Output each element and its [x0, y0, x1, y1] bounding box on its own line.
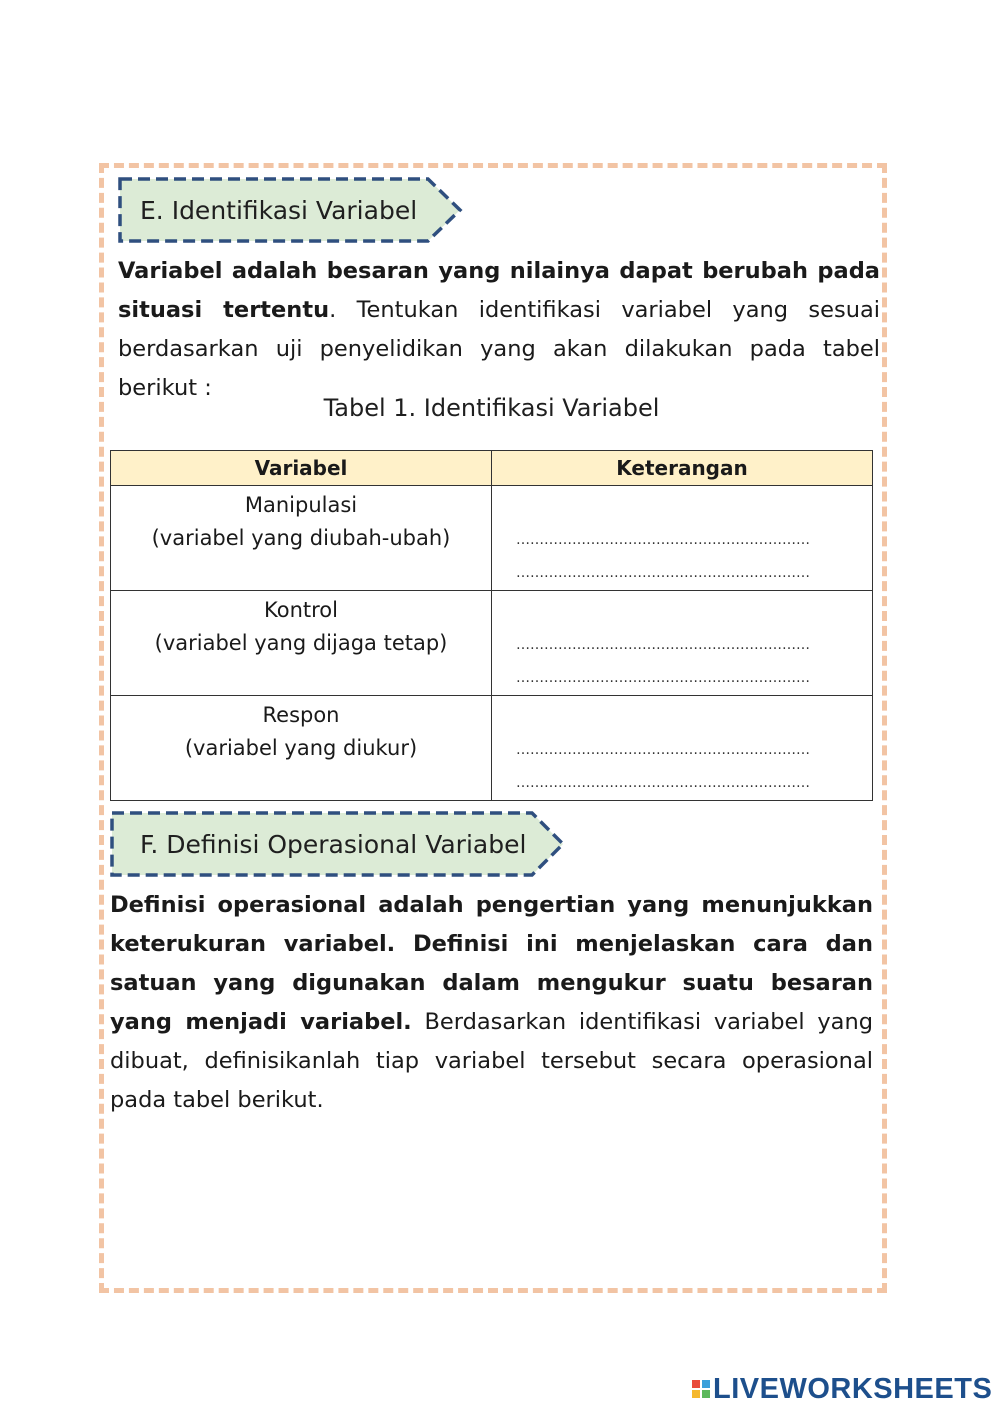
- table-caption: Tabel 1. Identifikasi Variabel: [323, 394, 660, 422]
- variable-cell: [111, 696, 492, 801]
- answer-cell[interactable]: [492, 486, 873, 591]
- section-f-intro-bold: Definisi operasional adalah pengertian yang menunjukkan keterukuran variabel. Definisi ini menjelaskan cara dan satuan yang digunakan dalam mengukur suatu besaran yang menjadi variabel.: [110, 892, 873, 1035]
- logo-text: LIVEWORKSHEETS: [713, 1372, 993, 1405]
- section-e-intro-rest: . Tentukan identifikasi variabel yang sesuai berdasarkan uji penyelidikan yang akan dilakukan pada tabel berikut :: [118, 297, 881, 401]
- section-f-intro: [110, 886, 873, 1120]
- variable-identification-table: [110, 450, 873, 801]
- variable-description: (variabel yang diubah-ubah): [151, 526, 451, 550]
- table-row: [111, 696, 873, 801]
- section-e-intro: [118, 252, 880, 408]
- logo-icon: [692, 1380, 710, 1398]
- section-f-intro-rest: Berdasarkan identifikasi variabel yang dibuat, definisikanlah tiap variabel tersebut secara operasional pada tabel berikut.: [110, 1009, 873, 1113]
- variable-cell: [111, 591, 492, 696]
- section-e-intro-bold: Variabel adalah besaran yang nilainya dapat berubah pada situasi tertentu: [118, 258, 880, 323]
- variable-name: Kontrol: [264, 598, 338, 622]
- variable-description: (variabel yang diukur): [184, 736, 418, 760]
- answer-line[interactable]: ………………………………………………………: [516, 565, 810, 581]
- variable-name: Respon: [262, 703, 340, 727]
- variable-description: (variabel yang dijaga tetap): [154, 631, 448, 655]
- liveworksheets-logo: [692, 1372, 992, 1406]
- table-header-keterangan: Keterangan: [492, 451, 873, 486]
- section-f-heading: F. Definisi Operasional Variabel: [140, 829, 527, 859]
- variable-cell: [111, 486, 492, 591]
- answer-line[interactable]: ………………………………………………………: [516, 775, 810, 791]
- table-header-variabel: Variabel: [111, 451, 492, 486]
- section-f-banner: [110, 811, 566, 877]
- section-e-heading: E. Identifikasi Variabel: [140, 195, 418, 225]
- table-row: [111, 486, 873, 591]
- answer-line[interactable]: ………………………………………………………: [516, 670, 810, 686]
- table-row: [111, 591, 873, 696]
- answer-cell[interactable]: [492, 591, 873, 696]
- variable-name: Manipulasi: [244, 493, 358, 517]
- answer-cell[interactable]: [492, 696, 873, 801]
- answer-line[interactable]: ………………………………………………………: [516, 637, 810, 653]
- answer-line[interactable]: ………………………………………………………: [516, 742, 810, 758]
- answer-line[interactable]: ………………………………………………………: [516, 532, 810, 548]
- section-e-banner: [118, 177, 463, 243]
